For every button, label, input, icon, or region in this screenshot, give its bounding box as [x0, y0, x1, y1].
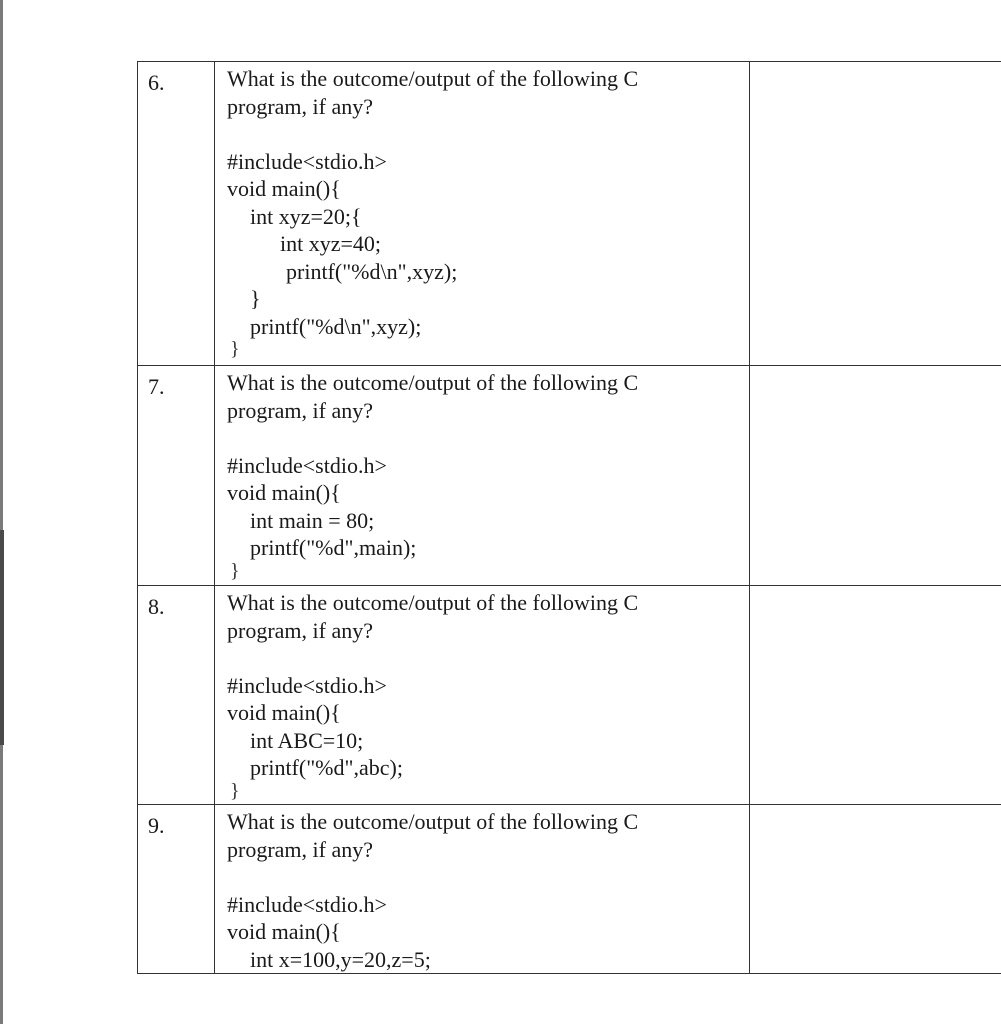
code-line: void main(){ [227, 700, 341, 725]
code-line: printf("%d",abc); [250, 755, 403, 780]
question-prompt-continued: program, if any? [227, 617, 373, 643]
code-line: void main(){ [227, 176, 341, 201]
question-number-cell [138, 805, 215, 974]
code-line: printf("%d",main); [250, 535, 417, 560]
question-row-9 [138, 805, 1001, 974]
question-prompt-continued: program, if any? [227, 93, 373, 119]
code-line: } [230, 779, 240, 802]
code-line: #include<stdio.h> [227, 672, 387, 698]
question-text-cell [215, 366, 750, 586]
code-line: } [250, 286, 261, 311]
answer-cell[interactable] [750, 366, 1001, 586]
code-line: } [230, 559, 240, 582]
code-line: int xyz=20;{ [250, 203, 362, 229]
question-text-cell [215, 805, 750, 974]
answer-cell[interactable] [750, 586, 1001, 805]
question-row-8 [138, 586, 1001, 805]
code-line: printf("%d\n",xyz); [250, 313, 422, 339]
code-line: #include<stdio.h> [227, 452, 387, 478]
question-row-6 [138, 62, 1001, 366]
question-number: 7. [148, 374, 165, 399]
code-line: int x=100,y=20,z=5; [250, 946, 431, 972]
question-prompt: What is the outcome/output of the following C [227, 809, 639, 834]
code-line: printf("%d\n",xyz); [286, 258, 458, 284]
code-line: void main(){ [227, 480, 341, 505]
question-text-cell [215, 586, 750, 805]
question-number: 8. [148, 594, 165, 619]
question-prompt: What is the outcome/output of the following C [227, 370, 639, 395]
question-number: 9. [148, 813, 165, 838]
code-line: int ABC=10; [250, 727, 364, 753]
code-line: #include<stdio.h> [227, 891, 387, 917]
page-left-edge-shadow [0, 530, 4, 745]
code-line: #include<stdio.h> [227, 148, 387, 174]
question-row-7 [138, 366, 1001, 586]
code-line: } [230, 338, 240, 360]
code-line: int xyz=40; [280, 231, 382, 256]
question-prompt: What is the outcome/output of the following C [227, 66, 639, 91]
question-prompt-continued: program, if any? [227, 397, 373, 423]
question-number-cell [138, 366, 215, 586]
answer-cell[interactable] [750, 805, 1001, 974]
question-number: 6. [148, 70, 165, 95]
code-line: void main(){ [227, 919, 341, 944]
question-prompt: What is the outcome/output of the following C [227, 590, 639, 615]
question-number-cell [138, 62, 215, 366]
page-left-edge [0, 0, 3, 1024]
question-text-cell [215, 62, 750, 366]
question-table [137, 61, 1001, 974]
code-line: int main = 80; [250, 507, 375, 533]
answer-cell[interactable] [750, 62, 1001, 366]
question-prompt-continued: program, if any? [227, 836, 373, 862]
question-number-cell [138, 586, 215, 805]
